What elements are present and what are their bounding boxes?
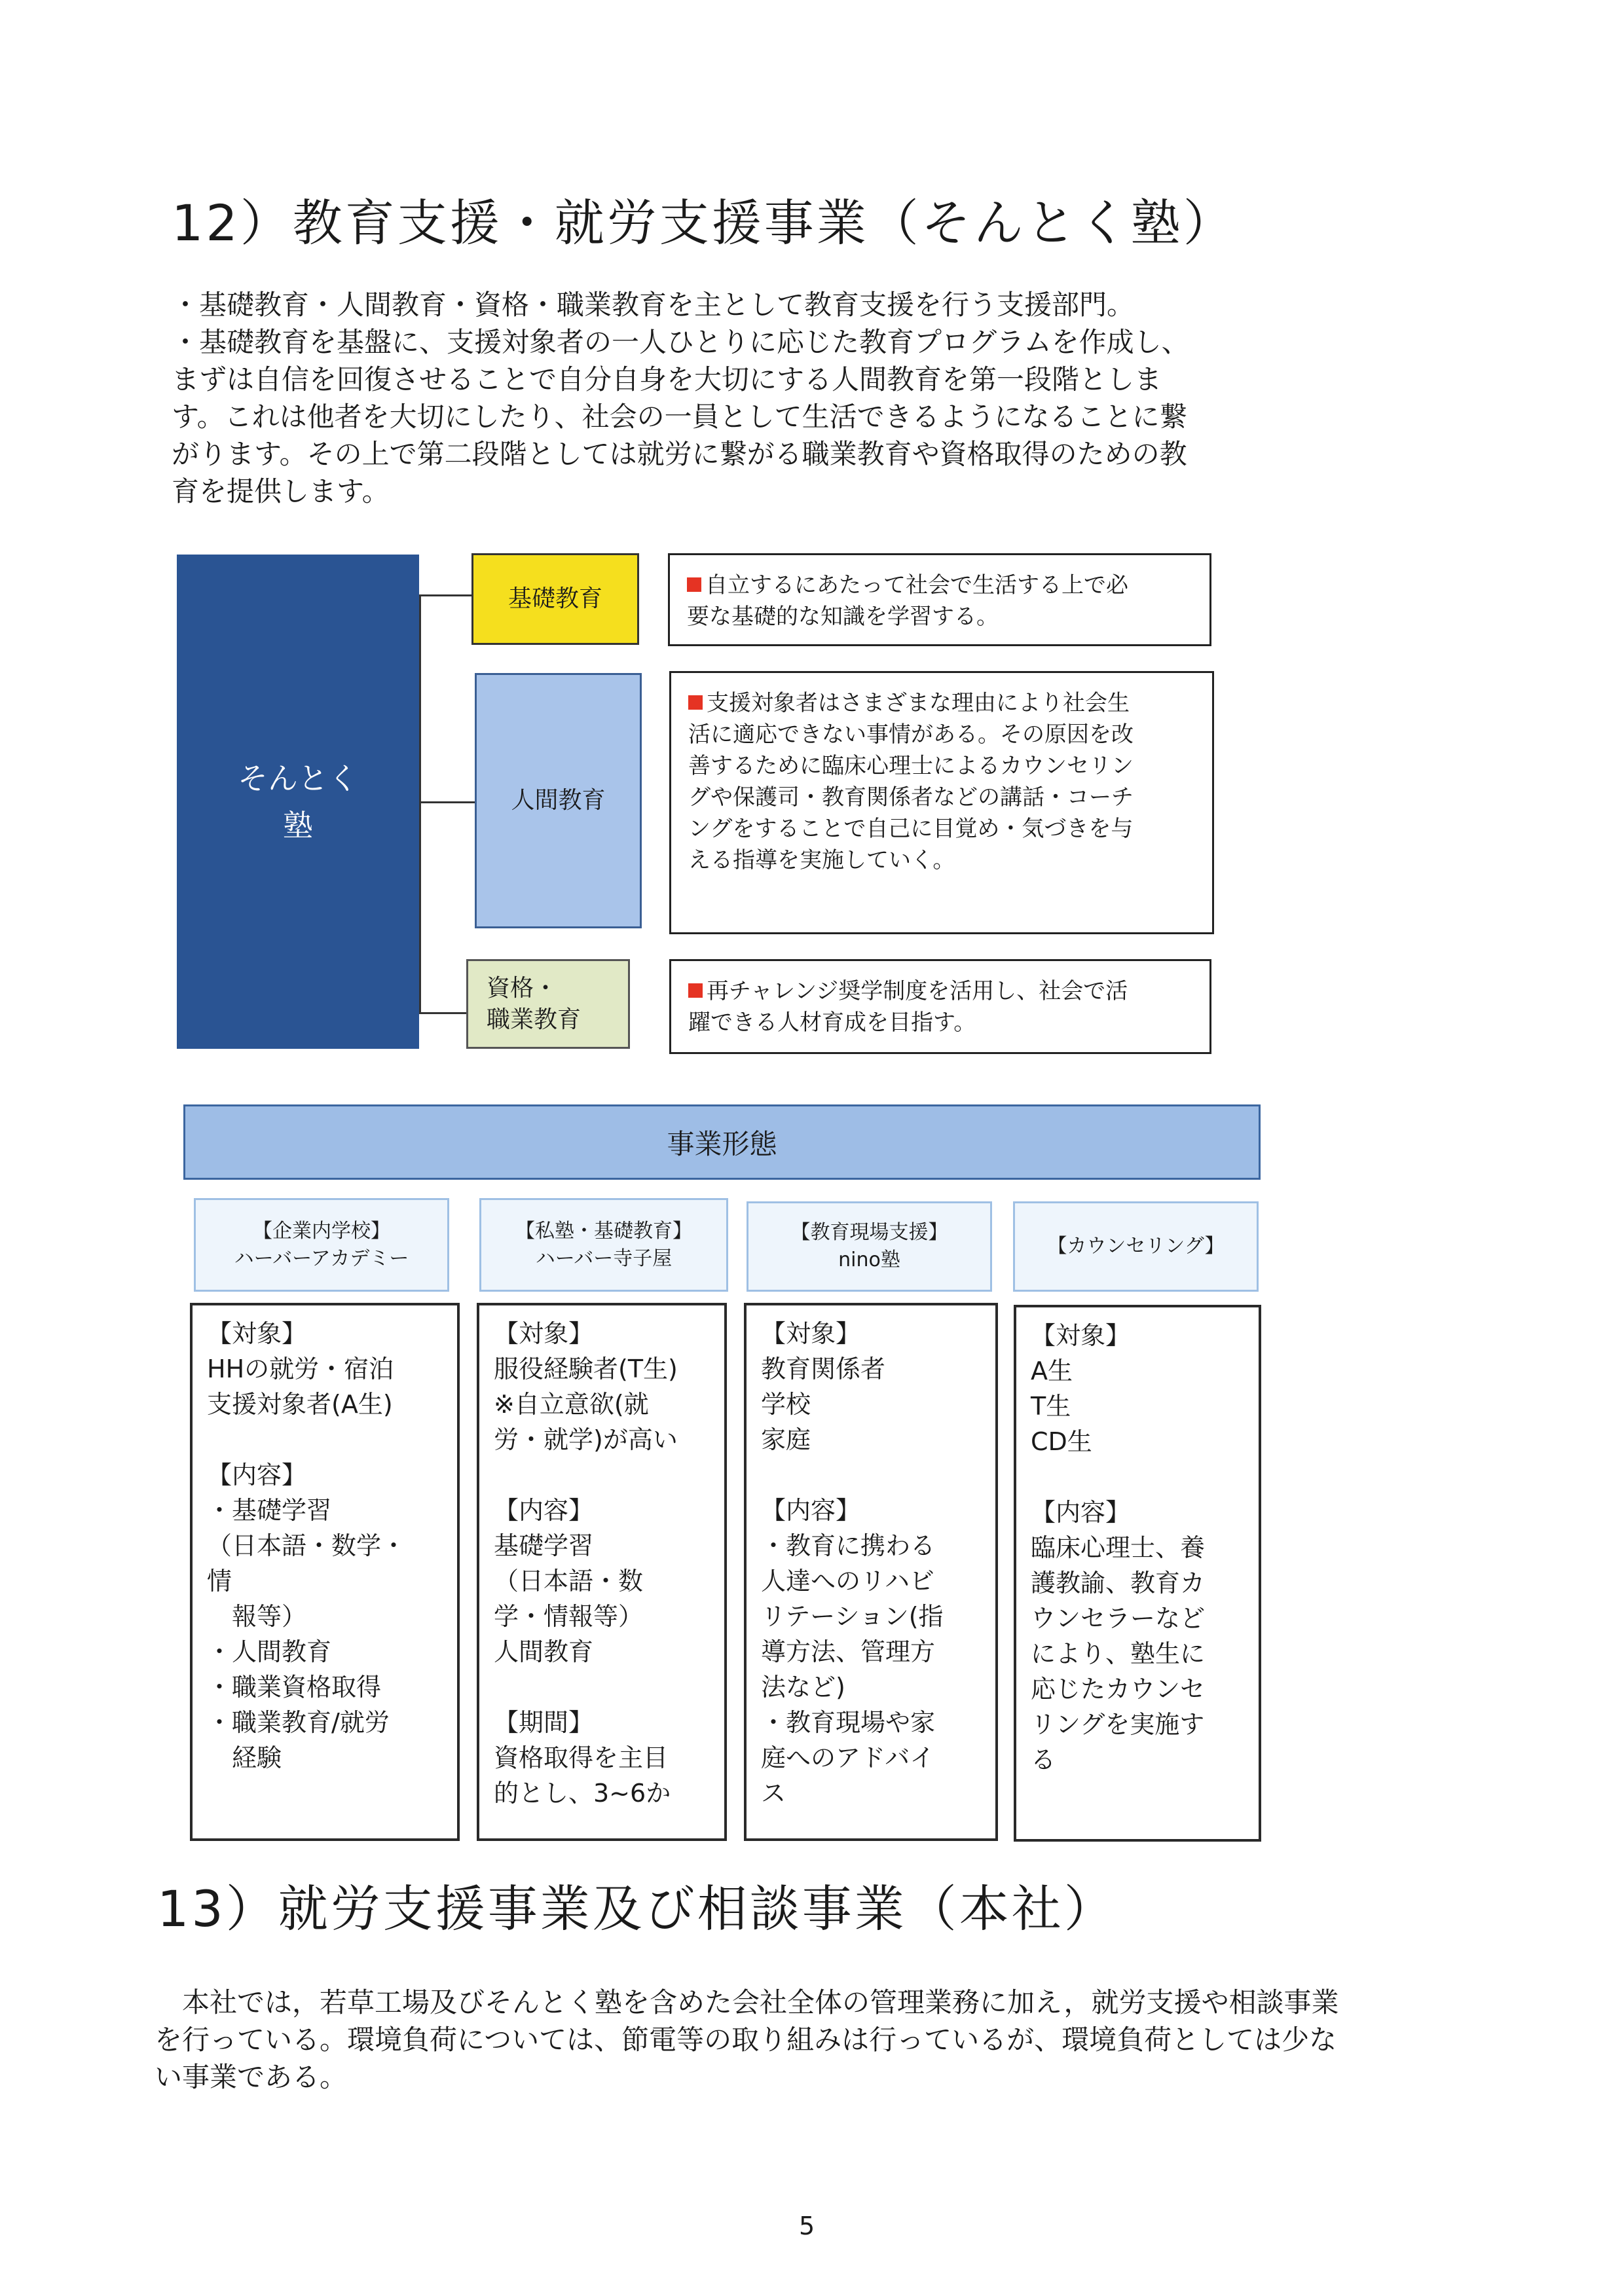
business-form-banner bbox=[183, 1104, 1261, 1180]
category-human-education bbox=[475, 673, 642, 928]
intro-line: がります。その上で第二段階としては就労に繋がる職業教育や資格取得のための教 bbox=[172, 438, 1187, 470]
body-line: 基礎学習 bbox=[494, 1531, 594, 1560]
head-line1: 【教育現場支援】 bbox=[790, 1221, 948, 1244]
category-basic-education bbox=[471, 553, 639, 645]
body-line: 情 bbox=[207, 1567, 232, 1595]
connector-to-human bbox=[419, 801, 475, 803]
body-line: CD生 bbox=[1031, 1427, 1092, 1456]
body-line: 【内容】 bbox=[1031, 1498, 1131, 1527]
business-head-terakoya bbox=[479, 1198, 728, 1292]
body-line: ・教育現場や家 bbox=[761, 1708, 936, 1737]
main-label-line1: そんとく bbox=[238, 760, 358, 796]
red-square-icon bbox=[687, 577, 701, 592]
body-line: ・職業教育/就労 bbox=[207, 1708, 390, 1737]
section-13-heading: 13）就労支援事業及び相談事業（本社） bbox=[157, 1880, 1116, 1938]
body-line: ・基礎学習 bbox=[207, 1496, 332, 1525]
description-line: 躍できる人材育成を目指す。 bbox=[688, 1010, 976, 1036]
category-label-line1: 資格・ bbox=[487, 974, 558, 1002]
description-line: 活に適応できない事情がある。その原因を改 bbox=[688, 721, 1134, 748]
body-line: 服役経験者(T生) bbox=[494, 1355, 678, 1383]
body-line: ・人間教育 bbox=[207, 1637, 332, 1666]
body-line: リングを実施す bbox=[1031, 1710, 1205, 1739]
body-line: 庭へのアドバイ bbox=[761, 1743, 935, 1772]
section-13-body bbox=[155, 1984, 1484, 2096]
body-line: 【内容】 bbox=[207, 1461, 307, 1489]
body-line: 資格取得を主目 bbox=[494, 1743, 669, 1772]
description-line bbox=[687, 570, 1192, 601]
body-line: 支援対象者(A生) bbox=[207, 1390, 393, 1419]
section-12-heading: 12）教育支援・就労支援事業（そんとく塾） bbox=[172, 194, 1236, 252]
head-line2: ハーバー寺子屋 bbox=[535, 1247, 673, 1270]
intro-line: す。これは他者を大切にしたり、社会の一員として生活できるようになることに繋 bbox=[172, 401, 1187, 433]
section-12-intro bbox=[172, 286, 1298, 510]
intro-line: 育を提供します。 bbox=[172, 475, 390, 507]
head-line1: 【私塾・基礎教育】 bbox=[515, 1219, 692, 1243]
red-square-icon bbox=[688, 695, 703, 710]
body-line: （日本語・数学・ bbox=[207, 1531, 407, 1560]
connector-vertical bbox=[419, 594, 421, 1013]
business-body-counseling bbox=[1014, 1305, 1261, 1842]
business-body-terakoya bbox=[477, 1303, 727, 1841]
body-line: A生 bbox=[1031, 1357, 1073, 1385]
description-line: 要な基礎的な知識を学習する。 bbox=[687, 604, 999, 630]
body-line: ス bbox=[761, 1779, 786, 1808]
body-line: 法など) bbox=[761, 1673, 845, 1702]
sontoku-juku-box bbox=[177, 555, 419, 1049]
connector-to-basic bbox=[419, 594, 471, 596]
body-line: 人間教育 bbox=[494, 1637, 594, 1666]
head-line1: 【企業内学校】 bbox=[253, 1219, 390, 1243]
body-line: 教育関係者 bbox=[761, 1355, 886, 1383]
red-square-icon bbox=[688, 983, 703, 998]
business-head-company-school bbox=[194, 1198, 449, 1292]
body-line bbox=[1031, 1459, 1244, 1495]
body-line: い事業である。 bbox=[155, 2061, 348, 2093]
category-label: 人間教育 bbox=[511, 787, 606, 814]
page-number: 5 bbox=[799, 2212, 815, 2240]
body-line: 【期間】 bbox=[494, 1708, 594, 1737]
head-line1: 【カウンセリング】 bbox=[1047, 1235, 1225, 1258]
body-line: T生 bbox=[1031, 1392, 1071, 1421]
body-line: ・教育に携わる bbox=[761, 1531, 936, 1560]
category-label-line2: 職業教育 bbox=[487, 1006, 581, 1033]
description-basic bbox=[668, 553, 1211, 646]
body-line: 学校 bbox=[761, 1390, 811, 1419]
description-line: 善するために臨床心理士によるカウンセリン bbox=[688, 753, 1134, 779]
body-line: 【内容】 bbox=[761, 1496, 861, 1525]
business-body-company-school bbox=[190, 1303, 460, 1841]
body-line: ウンセラーなど bbox=[1031, 1604, 1206, 1633]
body-line: 人達へのリハビ bbox=[761, 1567, 934, 1595]
body-line bbox=[761, 1457, 981, 1493]
description-line bbox=[688, 687, 1195, 719]
body-line: 経験 bbox=[207, 1743, 282, 1772]
description-vocational bbox=[669, 959, 1211, 1054]
description-line: グや保護司・教育関係者などの講話・コーチ bbox=[688, 784, 1134, 811]
description-line: える指導を実施していく。 bbox=[688, 847, 955, 873]
description-text: 再チャレンジ奨学制度を活用し、社会で活 bbox=[707, 978, 1128, 1004]
body-line: 【対象】 bbox=[207, 1319, 307, 1348]
intro-line: ・基礎教育を基盤に、支援対象者の一人ひとりに応じた教育プログラムを作成し、 bbox=[172, 326, 1189, 358]
body-line bbox=[494, 1669, 710, 1705]
body-line: ※自立意欲(就 bbox=[494, 1390, 649, 1419]
intro-line: まずは自信を回復させることで自分自身を大切にする人間教育を第一段階としま bbox=[172, 363, 1162, 395]
description-text: 支援対象者はさまざまな理由により社会生 bbox=[707, 690, 1130, 716]
body-line: （日本語・数 bbox=[494, 1567, 644, 1595]
body-line: 導方法、管理方 bbox=[761, 1637, 936, 1666]
category-vocational-education bbox=[466, 959, 630, 1049]
body-line: 【内容】 bbox=[494, 1496, 594, 1525]
body-line: 臨床心理士、養 bbox=[1031, 1533, 1206, 1562]
body-line: リテーション(指 bbox=[761, 1602, 944, 1631]
description-human bbox=[669, 671, 1214, 934]
body-line: HHの就労・宿泊 bbox=[207, 1355, 394, 1383]
business-head-nino bbox=[747, 1201, 992, 1292]
body-line: 護教諭、教育カ bbox=[1031, 1569, 1206, 1597]
head-line2: ハーバーアカデミー bbox=[234, 1247, 409, 1270]
body-line bbox=[207, 1422, 443, 1457]
body-line: 【対象】 bbox=[494, 1319, 594, 1348]
body-line: 応じたカウンセ bbox=[1031, 1675, 1206, 1704]
category-label: 基礎教育 bbox=[507, 585, 602, 612]
body-line: 【対象】 bbox=[1031, 1321, 1131, 1350]
business-body-nino bbox=[744, 1303, 998, 1841]
intro-line: ・基礎教育・人間教育・資格・職業教育を主として教育支援を行う支援部門。 bbox=[172, 289, 1135, 321]
body-line bbox=[494, 1457, 710, 1493]
body-line: 的とし、3~6か bbox=[494, 1779, 671, 1808]
body-line: 家庭 bbox=[761, 1425, 811, 1454]
description-line bbox=[688, 975, 1192, 1007]
body-line: 本社では，若草工場及びそんとく塾を含めた会社全体の管理業務に加え，就労支援や相談事業 bbox=[155, 1986, 1339, 2018]
body-line: 学・情報等） bbox=[494, 1602, 644, 1631]
body-line: により、塾生に bbox=[1031, 1639, 1206, 1668]
description-line: ングをすることで自己に目覚め・気づきを与 bbox=[688, 816, 1134, 842]
body-line: を行っている。環境負荷については、節電等の取り組みは行っているが、環境負荷としては少な bbox=[155, 2024, 1337, 2056]
connector-to-vocational bbox=[419, 1012, 466, 1014]
body-line: 報等） bbox=[207, 1602, 307, 1631]
main-label-line2: 塾 bbox=[283, 807, 313, 843]
banner-label: 事業形態 bbox=[667, 1127, 777, 1160]
description-text: 自立するにあたって社会で生活する上で必 bbox=[705, 572, 1128, 598]
head-line2: nino塾 bbox=[838, 1248, 900, 1271]
body-line: 【対象】 bbox=[761, 1319, 861, 1348]
body-line: 労・就学)が高い bbox=[494, 1425, 678, 1454]
body-line: ・職業資格取得 bbox=[207, 1673, 382, 1702]
body-line: る bbox=[1031, 1745, 1056, 1774]
business-head-counseling bbox=[1013, 1201, 1259, 1292]
